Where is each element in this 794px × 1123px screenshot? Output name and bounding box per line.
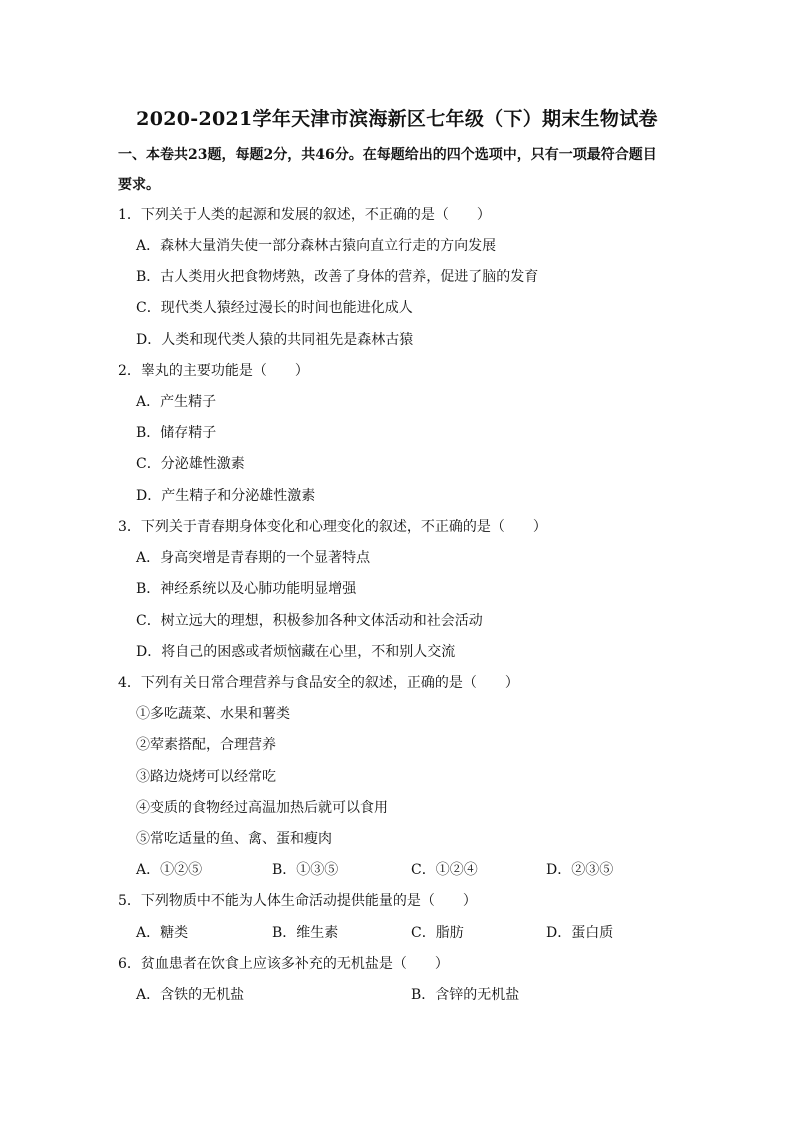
question-2-option-b: B．储存精子 bbox=[136, 425, 217, 441]
question-1-option-d: D．人类和现代类人猿的共同祖先是森林古猿 bbox=[136, 332, 414, 348]
question-4-item-5: ⑤常吃适量的鱼、禽、蛋和瘦肉 bbox=[136, 831, 332, 847]
question-1-option-b: B．古人类用火把食物烤熟，改善了身体的营养，促进了脑的发育 bbox=[136, 269, 539, 285]
question-2-option-a: A．产生精子 bbox=[136, 394, 217, 410]
question-3-option-b: B．神经系统以及心肺功能明显增强 bbox=[136, 581, 357, 597]
question-6-stem: 6．贫血患者在饮食上应该多补充的无机盐是（ ） bbox=[118, 956, 449, 972]
question-4-option-c: C．①②④ bbox=[411, 862, 478, 878]
page-title: 2020-2021学年天津市滨海新区七年级（下）期末生物试卷 bbox=[136, 108, 658, 130]
question-3-stem: 3．下列关于青春期身体变化和心理变化的叙述，不正确的是（ ） bbox=[118, 519, 547, 535]
question-5-option-b: B．维生素 bbox=[272, 925, 339, 941]
question-2-stem: 2．睾丸的主要功能是（ ） bbox=[118, 363, 309, 379]
question-3-option-c: C．树立远大的理想，积极参加各种文体活动和社会活动 bbox=[136, 613, 483, 629]
question-1-option-c: C．现代类人猿经过漫长的时间也能进化成人 bbox=[136, 300, 413, 316]
question-6-option-a: A．含铁的无机盐 bbox=[136, 987, 245, 1003]
section-instructions bbox=[118, 140, 678, 200]
question-4-option-d: D．②③⑤ bbox=[546, 862, 614, 878]
question-2-option-c: C．分泌雄性激素 bbox=[136, 456, 245, 472]
question-3-option-a: A．身高突增是青春期的一个显著特点 bbox=[136, 550, 371, 566]
question-5-option-d: D．蛋白质 bbox=[546, 925, 614, 941]
question-4-item-2: ②荤素搭配，合理营养 bbox=[136, 737, 276, 753]
question-5-option-a: A．糖类 bbox=[136, 925, 189, 941]
question-5-stem: 5．下列物质中不能为人体生命活动提供能量的是（ ） bbox=[118, 893, 477, 909]
question-2-option-d: D．产生精子和分泌雄性激素 bbox=[136, 488, 316, 504]
question-4-stem: 4．下列有关日常合理营养与食品安全的叙述，正确的是（ ） bbox=[118, 675, 519, 691]
question-1-stem: 1．下列关于人类的起源和发展的叙述，不正确的是（ ） bbox=[118, 207, 491, 223]
question-4-item-4: ④变质的食物经过高温加热后就可以食用 bbox=[136, 800, 388, 816]
question-3-option-d: D．将自己的困惑或者烦恼藏在心里，不和别人交流 bbox=[136, 644, 456, 660]
question-4-item-1: ①多吃蔬菜、水果和薯类 bbox=[136, 706, 290, 722]
question-6-option-b: B．含锌的无机盐 bbox=[411, 987, 520, 1003]
section-line-2: 要求。 bbox=[118, 177, 160, 193]
question-1-option-a: A．森林大量消失使一部分森林古猿向直立行走的方向发展 bbox=[136, 238, 497, 254]
question-4-option-a: A．①②⑤ bbox=[136, 862, 203, 878]
question-4-item-3: ③路边烧烤可以经常吃 bbox=[136, 769, 276, 785]
question-4-option-b: B．①③⑤ bbox=[272, 862, 339, 878]
question-5-option-c: C．脂肪 bbox=[411, 925, 464, 941]
section-line-1: 一、本卷共23题，每题2分，共46分。在每题给出的四个选项中，只有一项最符合题目 bbox=[118, 147, 657, 163]
